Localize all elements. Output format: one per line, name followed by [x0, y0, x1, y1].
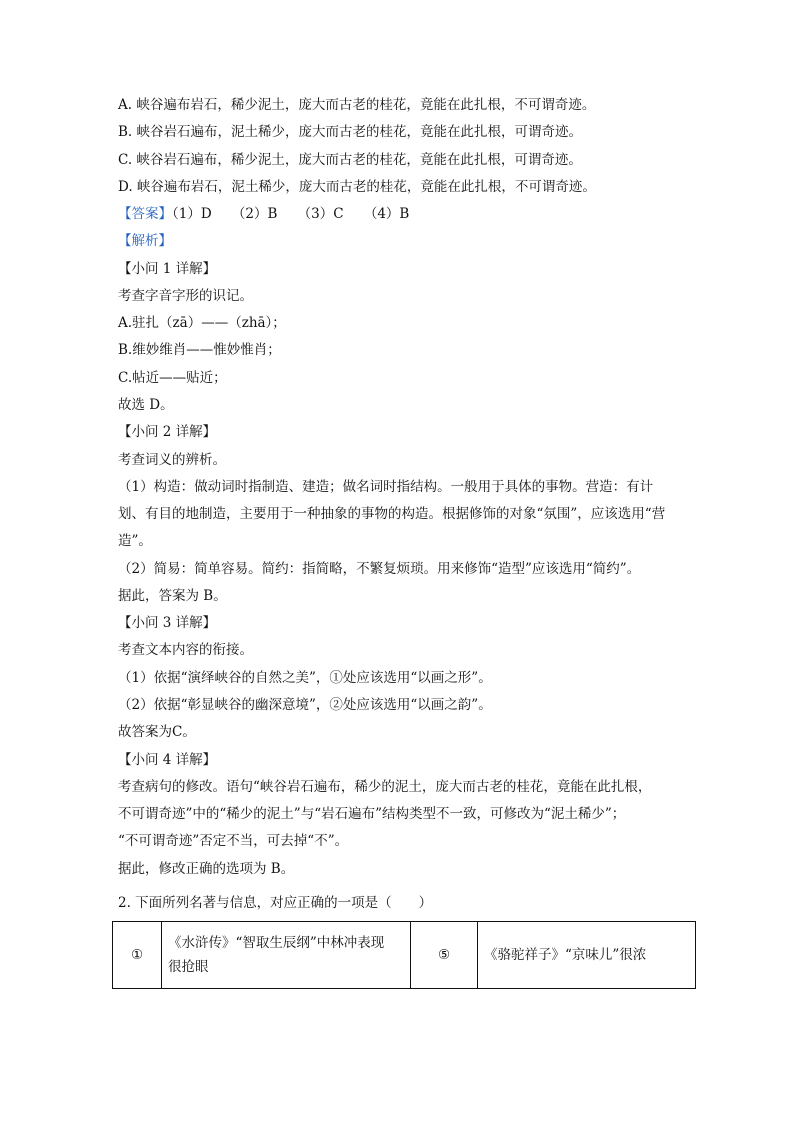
- q1-line: 考查字音字形的识记。: [118, 288, 253, 304]
- table-cell-text-line: 《水浒传》“智取生辰纲”中林冲表现: [168, 935, 385, 951]
- q2-line: （2）简易：简单容易。简约：指简略，不繁复烦琐。用来修饰“造型”应该选用“简约”。: [118, 561, 641, 577]
- table-cell-num-1: ①: [113, 922, 162, 989]
- q1-heading: 【小问 1 详解】: [118, 261, 217, 277]
- q4-line: 不可谓奇迹”中的“稀少的泥土”与“岩石遍布”结构类型不一致，可修改为“泥土稀少”；: [118, 806, 626, 822]
- option-b: B. 峡谷岩石遍布，泥土稀少，庞大而古老的桂花，竟能在此扎根，可谓奇迹。: [118, 124, 583, 140]
- q3-line: 考查文本内容的衔接。: [118, 642, 253, 658]
- analysis-label: 【解析】: [118, 233, 172, 249]
- q2-line: 考查词义的辨析。: [118, 452, 226, 468]
- q2-line: 据此，答案为 B。: [118, 588, 227, 604]
- option-c: C. 峡谷岩石遍布，稀少泥土，庞大而古老的桂花，竟能在此扎根，可谓奇迹。: [118, 152, 582, 168]
- q1-line: B.维妙维肖——惟妙惟肖；: [118, 342, 281, 358]
- question2-stem: 2. 下面所列名著与信息，对应正确的一项是（ ）: [118, 895, 433, 911]
- q4-line: “不可谓奇迹”否定不当，可去掉“不”。: [118, 833, 349, 849]
- q4-line: 据此，修改正确的选项为 B。: [118, 861, 295, 877]
- q2-line: 划、有目的地制造，主要用于一种抽象的事物的构造。根据修饰的对象“氛围”，应该选用“营: [118, 506, 666, 522]
- q3-line: 故答案为C。: [118, 724, 196, 740]
- works-table: [112, 921, 696, 989]
- q4-heading: 【小问 4 详解】: [118, 752, 217, 768]
- q2-line: 造”。: [118, 533, 152, 549]
- q3-heading: 【小问 3 详解】: [118, 615, 217, 631]
- q2-heading: 【小问 2 详解】: [118, 424, 217, 440]
- answer-line: [118, 205, 409, 223]
- q2-line: （1）构造：做动词时指制造、建造；做名词时指结构。一般用于具体的事物。营造：有计: [118, 479, 654, 495]
- table-cell-num-5: ⑤: [411, 922, 478, 989]
- q1-line: 故选 D。: [118, 397, 174, 413]
- option-a: A. 峡谷遍布岩石，稀少泥土，庞大而古老的桂花，竟能在此扎根，不可谓奇迹。: [118, 97, 596, 113]
- table-cell-text-line: 很抢眼: [168, 959, 209, 975]
- q4-line: 考查病句的修改。语句“峡谷岩石遍布，稀少的泥土，庞大而古老的桂花，竟能在此扎根，: [118, 779, 652, 795]
- table-cell-text-5: 《骆驼祥子》“京味儿”很浓: [478, 922, 696, 989]
- table-cell-text-1: [162, 922, 411, 989]
- q3-line: （1）依据“演绎峡谷的自然之美”，①处应该选用“以画之形”。: [118, 670, 492, 686]
- q1-line: C.帖近——贴近；: [118, 370, 227, 386]
- option-d: D. 峡谷遍布岩石，泥土稀少，庞大而古老的桂花，竟能在此扎根，不可谓奇迹。: [118, 179, 596, 195]
- table-row: [113, 922, 696, 989]
- answer-text: （1）D （2）B （3）C （4）B: [172, 206, 410, 222]
- q3-line: （2）依据“彰显峡谷的幽深意境”，②处应该选用“以画之韵”。: [118, 697, 492, 713]
- answer-label: 【答案】: [118, 206, 172, 222]
- q1-line: A.驻扎（zā）——（zhā）；: [118, 315, 286, 331]
